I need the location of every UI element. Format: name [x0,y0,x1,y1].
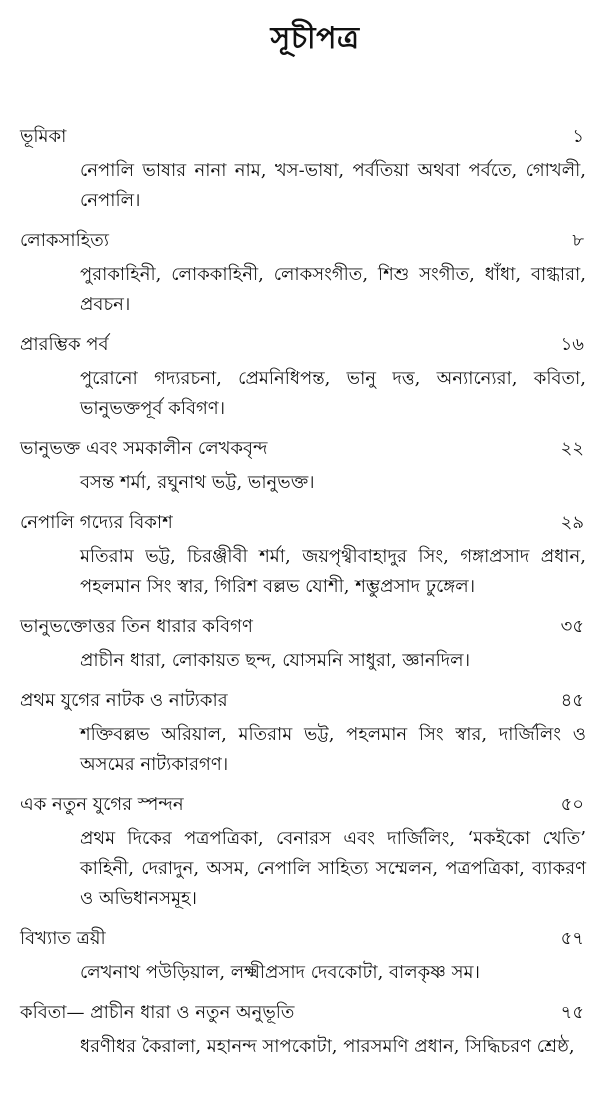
toc-entry-head [20,228,586,254]
toc-entry-desc: মতিরাম ভট্ট, চিরঞ্জীবী শর্মা, জয়পৃথ্বীবাহাদুর সিং, গঙ্গাপ্রসাদ প্রধান, পহলমান সিং স্বার, গিরিশ বল্লভ যোশী, শম্ভুপ্রসাদ ঢুঙ্গেল। [80,546,586,597]
toc-entry-title: লোকসাহিত্য [20,230,109,251]
toc-entry-page: ১ [572,126,584,147]
toc-entry-title: কবিতা— প্রাচীন ধারা ও নতুন অনুভূতি [20,1002,295,1023]
toc-entry-title: নেপালি গদ্যের বিকাশ [20,512,173,533]
toc-entry-title: ভূমিকা [20,126,67,147]
toc-entry-desc: পুরোনো গদ্যরচনা, প্রেমনিধিপন্ত, ভানু দত্ত, অন্যান্যেরা, কবিতা, ভানুভক্তপূর্ব কবিগণ। [80,368,586,419]
toc-entry [20,688,586,780]
toc-entry-page: ১৬ [560,334,584,355]
toc-entry-desc: ধরণীধর কৈরালা, মহানন্দ সাপকোটা, পারসমণি প্রধান, সিদ্ধিচরণ শ্রেষ্ঠ, [80,1036,575,1057]
toc-entry-head [20,332,586,358]
toc-entry-page: ৩৫ [560,616,584,637]
toc-entry [20,332,586,424]
toc-entry-head [20,1000,586,1026]
toc-entry [20,614,586,676]
toc-entry-desc: নেপালি ভাষার নানা নাম, খস-ভাষা, পর্বতিয়া অথবা পর্বতে, গোখলী, নেপালি। [80,160,586,211]
toc-entry [20,1000,586,1062]
toc-entry-title: প্রারম্ভিক পর্ব [20,334,109,355]
toc-entry-page: ৫০ [560,794,584,815]
toc-entry-title: ভানুভক্ত এবং সমকালীন লেখকবৃন্দ [20,438,268,459]
toc-entry-head [20,436,586,462]
toc-entry-desc: লেখনাথ পউড়িয়াল, লক্ষ্মীপ্রসাদ দেবকোটা, বালকৃষ্ণ সম। [80,962,480,983]
toc-entry-desc: শক্তিবল্লভ অরিয়াল, মতিরাম ভট্ট, পহলমান সিং স্বার, দার্জিলিং ও অসমের নাট্যকারগণ। [80,724,586,775]
toc-entry [20,228,586,320]
toc-entry-page: ২২ [560,438,584,459]
toc-entry-page: ৮ [572,230,584,251]
toc-entry-title: প্রথম যুগের নাটক ও নাট্যকার [20,690,228,711]
toc-entry-head [20,688,586,714]
toc-entry-title: এক নতুন যুগের স্পন্দন [20,794,184,815]
toc-entry-desc: প্রাচীন ধারা, লোকায়ত ছন্দ, যোসমনি সাধুরা, জ্ঞানদিল। [80,650,471,671]
toc-list [20,124,586,1074]
toc-entry-desc: পুরাকাহিনী, লোককাহিনী, লোকসংগীত, শিশু সংগীত, ধাঁধা, বাগ্ধারা, প্রবচন। [80,264,586,315]
toc-entry-head [20,614,586,640]
toc-entry [20,926,586,988]
page-title: সূচীপত্র [270,21,360,56]
toc-entry [20,792,586,914]
toc-entry-page: ২৯ [560,512,584,533]
toc-entry-desc: বসন্ত শর্মা, রঘুনাথ ভট্ট, ভানুভক্ত। [80,472,315,493]
toc-entry [20,510,586,602]
toc-entry-head [20,926,586,952]
toc-entry-page: ৭৫ [560,1002,584,1023]
toc-entry [20,436,586,498]
toc-entry-title: ভানুভক্তোত্তর তিন ধারার কবিগণ [20,616,253,637]
toc-entry-head [20,124,586,150]
toc-entry-title: বিখ্যাত ত্রয়ী [20,928,106,949]
toc-entry-desc: প্রথম দিকের পত্রপত্রিকা, বেনারস এবং দার্জিলিং, ‘মকইকো খেতি’ কাহিনী, দেরাদুন, অসম, নেপালি সাহিত্য সম্মেলন, পত্রপত্রিকা, ব্যাকরণ ও অভিধানসমূহ। [80,828,586,909]
toc-entry-page: ৪৫ [560,690,584,711]
toc-entry-head [20,792,586,818]
toc-entry-head [20,510,586,536]
toc-entry-page: ৫৭ [560,928,584,949]
toc-entry [20,124,586,216]
